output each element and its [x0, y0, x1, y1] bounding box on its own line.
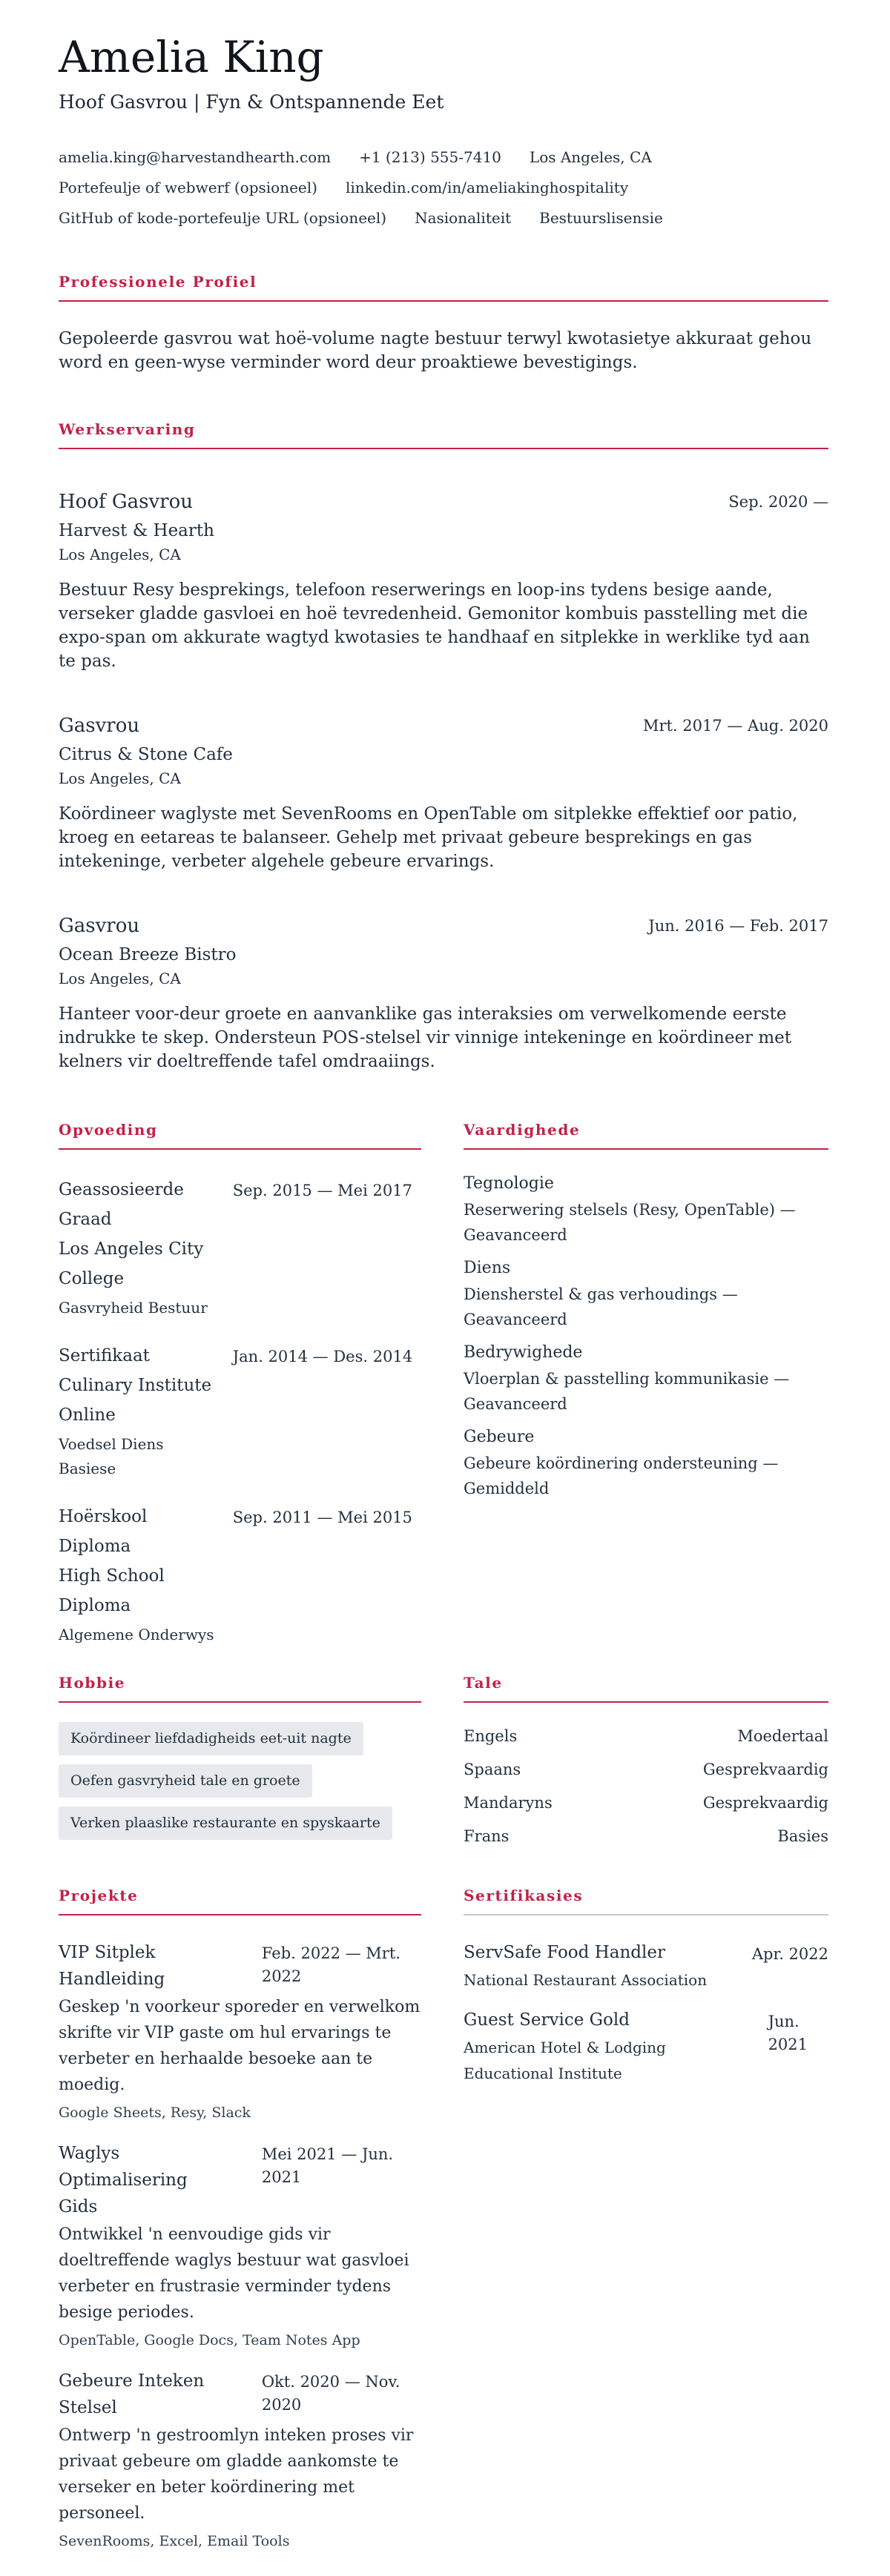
- section-divider: [59, 1914, 421, 1916]
- job-location: Los Angeles, CA: [59, 769, 181, 787]
- skill-group: [464, 1255, 828, 1332]
- contact-row-1: [59, 148, 828, 166]
- resume-header: [59, 33, 828, 227]
- education-degree: Sertifikaat: [59, 1345, 150, 1365]
- job-header: [59, 489, 828, 514]
- job-description: Hanteer voor-deur groete en aanvanklike gas interaksies om verwelkomende eerste indrukke te skep. Ondersteun POS-stelsel vir vinnige intekeninge en koördineer met kelners vir doeltreffende tafel omdraaiings.: [59, 1004, 792, 1071]
- languages-heading: Tale: [464, 1673, 503, 1692]
- section-languages: [464, 1674, 828, 1848]
- hobby-tag: Koördineer liefdadigheids eet-uit nagte: [59, 1722, 363, 1755]
- skill-group: [464, 1424, 828, 1501]
- project-description: Ontwikkel 'n eenvoudige gids vir doeltreffende waglys bestuur wat gasvloei verbeter en frustrasie verminder tydens besige periodes.: [59, 2225, 409, 2322]
- job-header: [59, 713, 828, 738]
- project-dates: Mei 2021 — Jun. 2021: [261, 2145, 394, 2186]
- education-school: High School Diploma: [59, 1566, 165, 1615]
- education-main: [59, 1502, 218, 1647]
- section-profile: [59, 273, 828, 374]
- job-entry: [59, 913, 828, 1073]
- job-company: Citrus & Stone Cafe: [59, 744, 233, 764]
- section-experience: [59, 420, 828, 1073]
- project-dates: Feb. 2022 — Mrt. 2022: [261, 1944, 400, 1985]
- language-row: [464, 1792, 828, 1815]
- education-field: Algemene Onderwys: [59, 1625, 214, 1643]
- profile-heading: Professionele Profiel: [59, 272, 257, 291]
- columns-row-education-skills: [59, 1121, 828, 1647]
- education-field: Gasvryheid Bestuur: [59, 1298, 208, 1317]
- project-entry: [59, 2368, 421, 2549]
- candidate-name: Amelia King: [59, 32, 324, 82]
- hobby-tag: Oefen gasvryheid tale en groete: [59, 1764, 312, 1798]
- job-company: Ocean Breeze Bistro: [59, 944, 237, 964]
- job-description: Koördineer waglyste met SevenRooms en OpenTable om sitplekke effektief oor patio, kroeg en eetareas te balanseer. Gehelp met privaat gebeure besprekings en gas intekeninge, verbeter algehele gebeure ervarings.: [59, 804, 798, 871]
- education-dates: Sep. 2011 — Mei 2015: [232, 1508, 412, 1526]
- project-description: Ontwerp 'n gestroomlyn inteken proses vir privaat gebeure om gladde aankomste te verseker en beter koördinering met personeel.: [59, 2426, 414, 2523]
- project-tools: OpenTable, Google Docs, Team Notes App: [59, 2331, 360, 2348]
- language-level: Basies: [777, 1827, 828, 1845]
- section-certifications: [464, 1887, 828, 2087]
- hobbies-heading: Hobbie: [59, 1673, 126, 1692]
- section-divider: [59, 300, 828, 302]
- skill-detail: Vloerplan & passtelling kommunikasie — Geavanceerd: [464, 1369, 790, 1413]
- project-header: [59, 2140, 421, 2220]
- candidate-headline: Hoof Gasvrou | Fyn & Ontspannende Eet: [59, 90, 444, 113]
- job-entry: [59, 489, 828, 673]
- certification-dates: Jun. 2021: [768, 2012, 808, 2053]
- language-name: Engels: [464, 1726, 518, 1745]
- job-dates: Mrt. 2017 — Aug. 2020: [642, 716, 828, 735]
- certification-main: [464, 1939, 707, 1993]
- language-name: Mandaryns: [464, 1793, 553, 1812]
- language-level: Moedertaal: [737, 1726, 828, 1745]
- education-main: [59, 1341, 218, 1481]
- project-header: [59, 2368, 421, 2421]
- education-main: [59, 1175, 218, 1320]
- skill-detail: Gebeure koördinering ondersteuning — Gemiddeld: [464, 1454, 779, 1497]
- certification-name: ServSafe Food Handler: [464, 1942, 665, 1962]
- skill-name: Diens: [464, 1258, 511, 1277]
- contact-location: Los Angeles, CA: [529, 148, 652, 166]
- contact-portfolio: Portefeulje of webwerf (opsioneel): [59, 178, 317, 196]
- certification-main: [464, 2007, 755, 2087]
- language-row: [464, 1825, 828, 1848]
- section-divider: [59, 448, 828, 449]
- profile-text: Gepoleerde gasvrou wat hoë-volume nagte bestuur terwyl kwotasietye akkuraat gehou word en geen-wyse verminder word deur proaktiewe bevestigings.: [59, 328, 812, 372]
- job-location: Los Angeles, CA: [59, 545, 181, 563]
- contact-linkedin: linkedin.com/in/ameliakinghospitality: [345, 178, 629, 196]
- project-name: VIP Sitplek Handleiding: [59, 1942, 165, 1989]
- skill-detail: Reserwering stelsels (Resy, OpenTable) — Geavanceerd: [464, 1200, 796, 1244]
- certification-issuer: National Restaurant Association: [464, 1970, 708, 1989]
- education-entry: [59, 1502, 421, 1647]
- skills-heading: Vaardighede: [464, 1120, 581, 1139]
- section-divider: [464, 1701, 828, 1703]
- education-dates: Jan. 2014 — Des. 2014: [232, 1347, 413, 1365]
- section-hobbies: [59, 1674, 421, 1840]
- education-dates: Sep. 2015 — Mei 2017: [232, 1181, 412, 1199]
- contact-nationality: Nasionaliteit: [415, 208, 512, 227]
- section-skills: [464, 1121, 828, 1501]
- job-header: [59, 913, 828, 938]
- skill-name: Bedrywighede: [464, 1342, 583, 1362]
- language-level: Gesprekvaardig: [702, 1793, 828, 1812]
- section-divider: [59, 1701, 421, 1703]
- contact-github: GitHub of kode-portefeulje URL (opsioneel): [59, 208, 387, 227]
- certification-entry: [464, 2007, 828, 2087]
- certification-issuer: American Hotel & Lodging Educational Institute: [464, 2038, 666, 2082]
- certification-name: Guest Service Gold: [464, 2010, 630, 2030]
- certification-dates: Apr. 2022: [751, 1944, 828, 1963]
- certifications-heading: Sertifikasies: [464, 1886, 584, 1904]
- contact-row-3: [59, 209, 828, 227]
- project-name: Waglys Optimalisering Gids: [59, 2143, 188, 2216]
- contact-row-2: [59, 179, 828, 196]
- project-dates: Okt. 2020 — Nov. 2020: [261, 2372, 400, 2414]
- project-header: [59, 1939, 421, 1993]
- contact-email: amelia.king@harvestandhearth.com: [59, 148, 332, 166]
- certification-header: [464, 2007, 828, 2087]
- education-school: Los Angeles City College: [59, 1239, 204, 1288]
- job-location: Los Angeles, CA: [59, 969, 181, 987]
- language-name: Spaans: [464, 1760, 521, 1778]
- education-entry: [59, 1341, 421, 1481]
- education-school: Culinary Institute Online: [59, 1375, 212, 1425]
- project-tools: SevenRooms, Excel, Email Tools: [59, 2532, 290, 2549]
- skill-detail: Diensherstel & gas verhoudings — Geavanceerd: [464, 1285, 738, 1328]
- section-divider-muted: [464, 1914, 828, 1916]
- language-row: [464, 1758, 828, 1781]
- job-dates: Jun. 2016 — Feb. 2017: [648, 916, 828, 935]
- certification-header: [464, 1939, 828, 1993]
- section-projects: [59, 1887, 421, 2549]
- language-row: [464, 1725, 828, 1748]
- project-name: Gebeure Inteken Stelsel: [59, 2371, 205, 2417]
- project-entry: [59, 1939, 421, 2121]
- skill-group: [464, 1171, 828, 1248]
- education-heading: Opvoeding: [59, 1120, 158, 1139]
- section-divider: [464, 1148, 828, 1150]
- project-entry: [59, 2140, 421, 2348]
- experience-heading: Werkservaring: [59, 420, 196, 438]
- hobby-tag: Verken plaaslike restaurante en spyskaarte: [59, 1807, 392, 1840]
- job-description: Bestuur Resy besprekings, telefoon reserwerings en loop-ins tydens besige aande, verseker gladde gasvloei en hoë tevredenheid. Gemonitor kombuis passtelling met die expo-span om akkurate wagtyd kwotasies te handhaaf en sitplekke in werklike tyd aan te pas.: [59, 580, 810, 671]
- education-degree: Hoërskool Diploma: [59, 1506, 148, 1556]
- job-title: Gasvrou: [59, 714, 140, 737]
- section-divider: [59, 1148, 421, 1150]
- education-degree: Geassosieerde Graad: [59, 1179, 184, 1229]
- columns-row-hobbies-languages: [59, 1674, 828, 1848]
- columns-row-projects-certifications: [59, 1887, 828, 2549]
- projects-heading: Projekte: [59, 1886, 139, 1904]
- skill-name: Tegnologie: [464, 1173, 554, 1193]
- contact-phone: +1 (213) 555-7410: [359, 148, 501, 166]
- job-company: Harvest & Hearth: [59, 520, 214, 540]
- skill-group: [464, 1340, 828, 1417]
- section-education: [59, 1121, 421, 1647]
- job-entry: [59, 713, 828, 873]
- education-entry: [59, 1175, 421, 1320]
- language-name: Frans: [464, 1827, 510, 1845]
- project-tools: Google Sheets, Resy, Slack: [59, 2104, 251, 2121]
- contact-license: Bestuurslisensie: [539, 208, 663, 227]
- skill-name: Gebeure: [464, 1427, 535, 1446]
- job-title: Gasvrou: [59, 914, 140, 937]
- project-description: Geskep 'n voorkeur sporeder en verwelkom skrifte vir VIP gaste om hul ervarings te verbeter en herhaalde besoeke aan te moedig.: [59, 1997, 421, 2094]
- job-dates: Sep. 2020 —: [728, 492, 828, 511]
- job-title: Hoof Gasvrou: [59, 490, 193, 513]
- language-level: Gesprekvaardig: [702, 1760, 828, 1778]
- education-field: Voedsel Diens Basiese: [59, 1434, 164, 1477]
- certification-entry: [464, 1939, 828, 1993]
